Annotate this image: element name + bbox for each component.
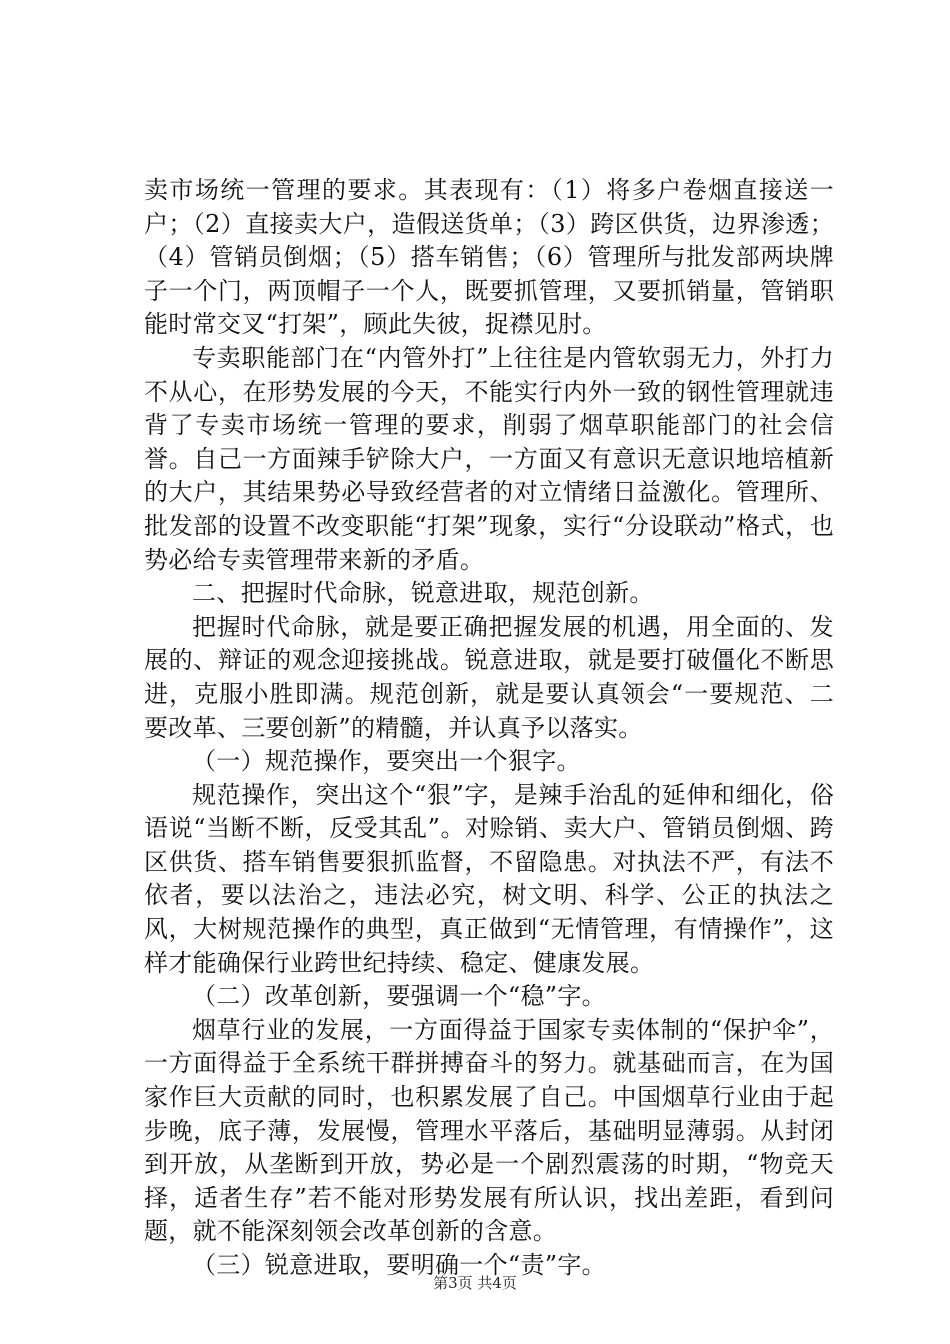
page-number-footer: 第3页 共4页 <box>433 1274 517 1292</box>
subsection-heading-1: （一）规范操作，要突出一个狠字。 <box>192 747 581 776</box>
paragraph-2: 专卖职能部门在“内管外打”上往往是内管软弱无力，外打力不从心，在形势发展的今天，不能实行内外一致的钢性管理就违背了专卖市场统一管理的要求，削弱了烟草职能部门的社会信誉。自己一方面辣手铲除大户，一方面又有意识无意识地培植新的大户，其结果势必导致经营者的对立情绪日益激化。管理所、批发部的设置不改变职能“打架”现象，实行“分设联动”格式，也势必给专卖管理带来新的矛盾。 <box>144 343 834 574</box>
subsection-heading-3: （三）锐意进取，要明确一个“责”字。 <box>192 1251 606 1279</box>
section-heading-2: 二、把握时代命脉，锐意进取，规范创新。 <box>192 579 654 608</box>
paragraph-1: 卖市场统一管理的要求。其表现有：（1）将多户卷烟直接送一户；（2）直接卖大户，造假送货单；（3）跨区供货，边界渗透；（4）管销员倒烟；（5）搭车销售；（6）管理所与批发部两块牌子一个门，两顶帽子一个人，既要抓管理，又要抓销量，管销职能时常交叉“打架”，顾此失彼，捉襟见肘。 <box>144 176 834 339</box>
paragraph-5: 烟草行业的发展，一方面得益于国家专卖体制的“保护伞”，一方面得益于全系统干群拼搏奋斗的努力。就基础而言，在为国家作巨大贡献的同时，也积累发展了自己。中国烟草行业由于起步晚，底子薄，发展慢，管理水平落后，基础明显薄弱。从封闭到开放，从垄断到开放，势必是一个剧烈震荡的时期，“物竞天择，适者生存”若不能对形势发展有所认识，找出差距，看到问题，就不能深刻领会改革创新的含意。 <box>144 1015 834 1246</box>
subsection-heading-2: （二）改革创新，要强调一个“稳”字。 <box>192 982 606 1011</box>
paragraph-3: 把握时代命脉，就是要正确把握发展的机遇，用全面的、发展的、辩证的观念迎接挑战。锐意进取，就是要打破僵化不断思进，克服小胜即满。规范创新，就是要认真领会“一要规范、二要改革、三要创新”的精髓，并认真予以落实。 <box>144 612 834 742</box>
document-body <box>144 174 834 1283</box>
paragraph-4: 规范操作，突出这个“狠”字，是辣手治乱的延伸和细化，俗语说“当断不断，反受其乱”。对赊销、卖大户、管销员倒烟、跨区供货、搭车销售要狠抓监督，不留隐患。对执法不严，有法不依者，要以法治之，违法必究，树文明、科学、公正的执法之风，大树规范操作的典型，真正做到“无情管理，有情操作”，这样才能确保行业跨世纪持续、稳定、健康发展。 <box>144 780 834 977</box>
